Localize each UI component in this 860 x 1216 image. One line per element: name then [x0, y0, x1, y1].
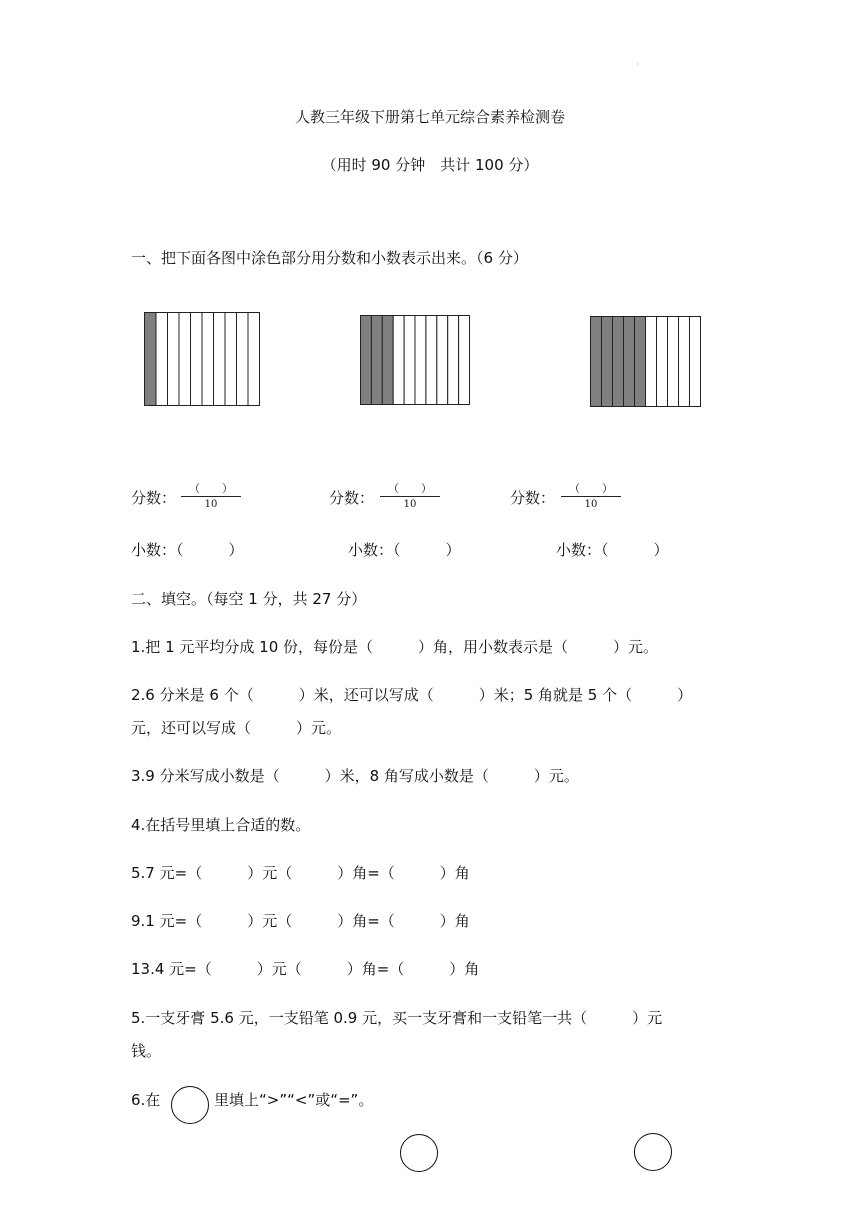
blank-strip — [690, 317, 701, 407]
section2-heading: 二、填空。（每空 1 分，共 27 分） — [131, 590, 367, 608]
fraction-bar — [181, 496, 241, 497]
shaded-strip — [371, 316, 382, 405]
question-2-line1: 2.6 分米是 6 个（ ）米，还可以写成（ ）米；5 角就是 5 个（ ） — [131, 686, 693, 704]
shaded-strip — [382, 316, 393, 405]
shaded-strip — [591, 317, 602, 407]
question-6-suffix: 里填上“>”“<”或“=”。 — [214, 1091, 374, 1109]
question-4a: 5.7 元=（ ）元（ ）角=（ ）角 — [131, 864, 470, 882]
fraction-blank-2 — [380, 483, 440, 511]
blank-strip — [426, 316, 437, 405]
blank-strip — [168, 313, 180, 406]
question-5-line1: 5.一支牙膏 5.6 元，一支铅笔 0.9 元，买一支牙膏和一支铅笔一共（ ）元 — [131, 1009, 663, 1027]
fraction-label-3: 分数： — [510, 489, 556, 507]
strip-figure-1 — [144, 312, 260, 406]
blank-strip — [415, 316, 426, 405]
corner-dot: · — [636, 60, 639, 69]
page-subtitle: （用时 90 分钟 共计 100 分） — [321, 156, 539, 174]
question-6-prefix: 6.在 — [131, 1091, 161, 1109]
shaded-strip — [145, 313, 157, 406]
strip-figure-3 — [590, 316, 701, 407]
blank-strip — [225, 313, 237, 406]
question-4b: 9.1 元=（ ）元（ ）角=（ ）角 — [131, 912, 470, 930]
blank-strip — [393, 316, 404, 405]
circle-blank-icon — [171, 1086, 209, 1124]
question-3: 3.9 分米写成小数是（ ）米，8 角写成小数是（ ）元。 — [131, 767, 579, 785]
blank-strip — [191, 313, 203, 406]
shaded-strip — [602, 317, 613, 407]
blank-strip — [404, 316, 415, 405]
blank-strip — [156, 313, 168, 406]
section1-heading: 一、把下面各图中涂色部分用分数和小数表示出来。（6 分） — [131, 249, 528, 267]
fraction-denominator: 10 — [204, 499, 218, 510]
fraction-blank-3 — [561, 483, 621, 511]
blank-strip — [248, 313, 260, 406]
fraction-numerator[interactable]: （ ） — [569, 482, 613, 495]
shaded-strip — [624, 317, 635, 407]
page-title: 人教三年级下册第七单元综合素养检测卷 — [294, 108, 565, 126]
question-1: 1.把 1 元平均分成 10 份，每份是（ ）角，用小数表示是（ ）元。 — [131, 638, 659, 656]
blank-strip — [679, 317, 690, 407]
fraction-numerator[interactable]: （ ） — [189, 482, 233, 495]
shaded-strip — [635, 317, 646, 407]
question-2-line2: 元，还可以写成（ ）元。 — [131, 719, 342, 737]
decimal-blank-1[interactable]: 小数：（ ） — [131, 541, 244, 559]
blank-strip — [657, 317, 668, 407]
comparison-circle-2[interactable] — [634, 1133, 672, 1171]
shaded-strip — [361, 316, 372, 405]
blank-strip — [179, 313, 191, 406]
blank-strip — [448, 316, 459, 405]
fraction-denominator: 10 — [584, 499, 598, 510]
fraction-blank-1 — [181, 483, 241, 511]
question-4: 4.在括号里填上合适的数。 — [131, 816, 311, 834]
fraction-bar — [561, 496, 621, 497]
fraction-label-1: 分数： — [131, 489, 177, 507]
blank-strip — [202, 313, 214, 406]
strip-figure-2 — [360, 315, 470, 405]
fraction-numerator[interactable]: （ ） — [388, 482, 432, 495]
decimal-blank-3[interactable]: 小数：（ ） — [556, 541, 669, 559]
fraction-bar — [380, 496, 440, 497]
blank-strip — [459, 316, 470, 405]
decimal-blank-2[interactable]: 小数：（ ） — [348, 541, 461, 559]
question-4c: 13.4 元=（ ）元（ ）角=（ ）角 — [131, 960, 480, 978]
comparison-circle-1[interactable] — [400, 1134, 438, 1172]
blank-strip — [237, 313, 249, 406]
blank-strip — [214, 313, 226, 406]
shaded-strip — [613, 317, 624, 407]
question-5-line2: 钱。 — [131, 1042, 162, 1060]
fraction-label-2: 分数： — [329, 489, 375, 507]
blank-strip — [437, 316, 448, 405]
fraction-denominator: 10 — [403, 499, 417, 510]
blank-strip — [668, 317, 679, 407]
blank-strip — [646, 317, 657, 407]
